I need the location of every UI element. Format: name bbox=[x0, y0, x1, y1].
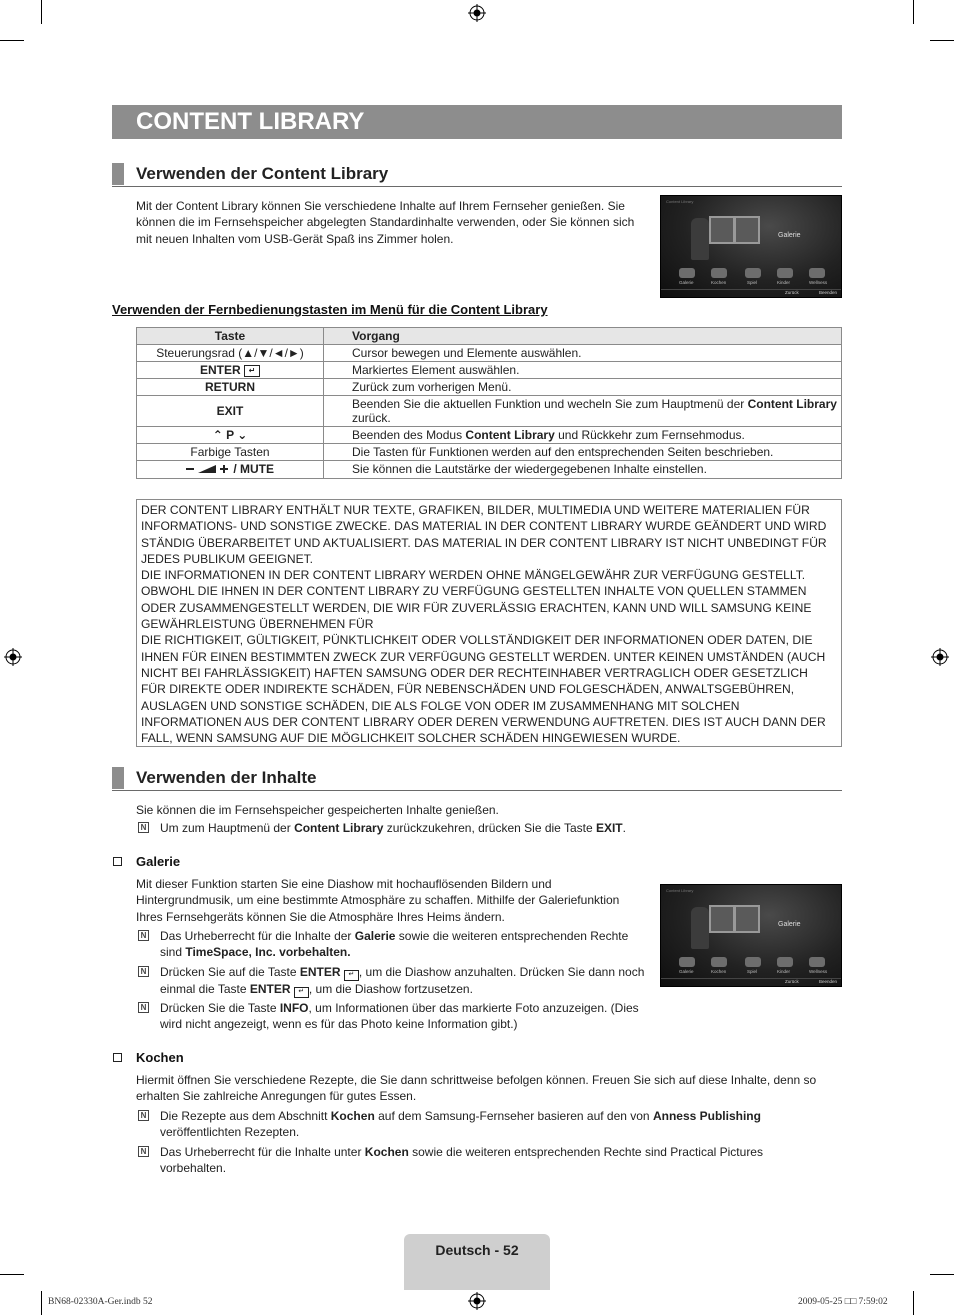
crop-mark bbox=[0, 40, 24, 41]
photo-thumbnail bbox=[734, 905, 760, 933]
note-text: Drücken Sie auf die Taste ENTER ↵ , um die Diashow anzuhalten. Drücken Sie dann noch einmal die Taste ENTER ↵ , um die Diashow fortzusetzen. bbox=[160, 965, 645, 996]
icon-label: Wellness bbox=[809, 969, 828, 974]
enter-icon: ↵ bbox=[294, 987, 309, 998]
table-row bbox=[137, 461, 842, 479]
section-bar bbox=[112, 767, 124, 789]
action-cell: Beenden des Modus Content Library und Rückkehr zum Fernsehmodus. bbox=[324, 427, 842, 444]
photo-thumbnail bbox=[734, 216, 760, 244]
registration-mark-icon bbox=[468, 1292, 486, 1310]
note-icon: N bbox=[138, 966, 149, 977]
crop-mark bbox=[0, 1274, 24, 1275]
icon-label: Spiel bbox=[747, 280, 758, 285]
intro-line: können die im Fernsehspeicher abgelegten Standardinhalte verwenden, oder Sie können sich bbox=[136, 215, 635, 230]
key-cell: Steuerungsrad (▲/▼/◄/►) bbox=[137, 345, 324, 362]
section-heading-content-library bbox=[112, 163, 842, 187]
icon-label: Galerie bbox=[679, 280, 694, 285]
key-label: ENTER bbox=[199, 363, 241, 377]
action-cell: Markiertes Element auswählen. bbox=[324, 362, 842, 379]
section-heading-text: Verwenden der Inhalte bbox=[136, 768, 317, 787]
screen-header: Content Library bbox=[666, 199, 694, 204]
note-text: Das Urheberrecht für die Inhalte der Galerie sowie die weiteren entsprechenden Rechte sind TimeSpace, Inc. vorbehalten. bbox=[160, 929, 629, 960]
note-text: Die Rezepte aus dem Abschnitt Kochen auf dem Samsung-Fernseher basieren auf den von Anness Publishing veröffentlichten Rezepten. bbox=[160, 1109, 761, 1140]
note-icon: N bbox=[138, 1146, 149, 1157]
key-cell: Farbige Tasten bbox=[137, 444, 324, 461]
action-cell: Sie können die Lautstärke der wiedergegebenen Inhalte einstellen. bbox=[324, 461, 842, 479]
key-cell: EXIT bbox=[137, 396, 324, 427]
crop-mark bbox=[913, 1291, 914, 1315]
spiel-icon bbox=[745, 957, 761, 967]
icon-label: Galerie bbox=[679, 969, 694, 974]
checkbox-bullet bbox=[113, 857, 122, 866]
volume-icon bbox=[186, 463, 230, 477]
icon-label: Wellness bbox=[809, 280, 828, 285]
icon-label: Spiel bbox=[747, 969, 758, 974]
screen-header: Content Library bbox=[666, 888, 694, 893]
note-icon: N bbox=[138, 1002, 149, 1013]
crop-mark bbox=[930, 1274, 954, 1275]
registration-mark-icon bbox=[468, 4, 486, 22]
action-cell: Die Tasten für Funktionen werden auf den entsprechenden Seiten beschrieben. bbox=[324, 444, 842, 461]
wellness-icon bbox=[809, 957, 825, 967]
checkbox-bullet bbox=[113, 1053, 122, 1062]
photo-thumbnail bbox=[709, 216, 735, 244]
kinder-icon bbox=[777, 268, 793, 278]
page-number: Deutsch - 52 bbox=[404, 1234, 550, 1290]
key-cell: / MUTE bbox=[137, 461, 324, 479]
kinder-icon bbox=[777, 957, 793, 967]
action-cell: Beenden Sie die aktuellen Funktion und wecheln Sie zum Hauptmenü der Content Library zurück. bbox=[324, 396, 842, 427]
kochen-icon bbox=[711, 957, 727, 967]
screen-footer bbox=[661, 289, 841, 298]
table-row bbox=[137, 379, 842, 396]
section-heading-text: Verwenden der Content Library bbox=[136, 164, 389, 183]
remote-keys-subheading: Verwenden der Fernbedienungstasten im Menü für die Content Library bbox=[112, 302, 548, 317]
kochen-heading: Kochen bbox=[136, 1050, 184, 1065]
screen-galerie-label: Galerie bbox=[778, 921, 801, 928]
note-text: Das Urheberrecht für die Inhalte unter Kochen sowie die weiteren entsprechenden Rechte sind Practical Pictures vorbehalten. bbox=[160, 1145, 763, 1176]
inhalte-intro: Sie können die im Fernsehspeicher gespeicherten Inhalte genießen. bbox=[136, 803, 499, 817]
table-row bbox=[137, 345, 842, 362]
disclaimer-box: DER CONTENT LIBRARY ENTHÄLT NUR TEXTE, GRAFIKEN, BILDER, MULTIMEDIA UND WEITERE MATERIALIEN FÜR INFORMATIONS- UND SONSTIGE ZWECKE. DAS MATERIAL IN DER CONTENT LIBRARY WURDE GEÄNDERT UND WIRD STÄNDIG ÜBERARBEITET UND AKTUALISIERT. DAS MATERIAL IN DER CONTENT LIBRARY IST NICHT UNBEDINGT FÜR JEDES PUBLIKUM GEEIGNET. DIE INFORMATIONEN IN DER CONTENT LIBRARY WERDEN OHNE MÄNGELGEWÄHR ZUR VERFÜGUNG GESTELLT. OBWOHL DIE IHNEN IN DER CONTENT LIBRARY ZU VERFÜGUNG GESTELLTEN INHALTE VON QUELLEN STAMMEN ODER ZUSAMMENGESTELLT WERDEN, DIE WIR FÜR ZUVERLÄSSIG ERACHTEN, KANN UND WILL SAMSUNG KEINE GEWÄHRLEISTUNG ÜBERNEHMEN FÜR DIE RICHTIGKEIT, GÜLTIGKEIT, PÜNKTLICHKEIT ODER VOLLSTÄNDIGKEIT DER INFORMATIONEN ODER DATEN, DIE IHNEN FÜR EINEN BESTIMMTEN ZWECK ZUR VERFÜGUNG GESTELLT WERDEN. UNTER KEINEN UMSTÄNDEN (AUCH NICHT BEI FAHRLÄSSIGKEIT) HAFTEN SAMSUNG ODER DER RECHTEINHABER VERTRAGLICH ODER GESETZLICH FÜR DIREKTE ODER INDIREKTE SCHÄDEN, FÜR NEBENSCHÄDEN UND FOLGESCHÄDEN, ANWALTSGEBÜHREN, AUSLAGEN UND SONSTIGE SCHÄDEN, DIE ALS FOLGE VON ODER IM ZUSAMMENHANG MIT SOLCHEN INFORMATIONEN AUS DER CONTENT LIBRARY ODER DEREN VERWENDUNG AUFTRETEN. DIES IST AUCH DANN DER FALL, WENN SAMSUNG AUF DIE MÖGLICHKEIT SOLCHER SCHÄDEN HINGEWIESEN WURDE. bbox=[136, 499, 842, 747]
table-row bbox=[137, 427, 842, 444]
chair-image bbox=[691, 907, 709, 949]
icon-label: Kochen bbox=[711, 969, 727, 974]
page-title: CONTENT LIBRARY bbox=[112, 105, 842, 139]
enter-icon: ↵ bbox=[344, 970, 359, 981]
icon-label: Kinder bbox=[777, 969, 791, 974]
section-heading-inhalte bbox=[112, 767, 842, 791]
icon-label: Kinder bbox=[777, 280, 791, 285]
intro-paragraph bbox=[136, 198, 656, 247]
kochen-icon bbox=[711, 268, 727, 278]
galerie-icon bbox=[679, 268, 695, 278]
action-cell: Cursor bewegen und Elemente auswählen. bbox=[324, 345, 842, 362]
file-info: BN68-02330A-Ger.indb 52 bbox=[48, 1297, 153, 1307]
note-icon: N bbox=[138, 930, 149, 941]
screen-footer bbox=[661, 978, 841, 987]
registration-mark-icon bbox=[4, 648, 22, 666]
spiel-icon bbox=[745, 268, 761, 278]
kochen-paragraph: Hiermit öffnen Sie verschiedene Rezepte, die Sie dann schrittweise befolgen können. Freuen Sie sich auf diese Inhalte, denn so erhalten Sie zahlreiche Anregungen für gutes Essen. bbox=[136, 1073, 817, 1104]
channel-down-icon: ⌄ bbox=[237, 428, 248, 442]
galerie-heading: Galerie bbox=[136, 854, 181, 869]
screen-exit-label: Beenden bbox=[819, 979, 838, 984]
table-row bbox=[137, 444, 842, 461]
intro-line: Mit der Content Library können Sie verschiedene Inhalte auf Ihrem Fernseher genießen. Sie bbox=[136, 199, 625, 213]
screen-back-label: Zurück bbox=[785, 290, 799, 295]
chair-image bbox=[691, 218, 709, 260]
key-cell: RETURN bbox=[137, 379, 324, 396]
table-header-cell: Taste bbox=[137, 328, 324, 345]
screen-galerie-label: Galerie bbox=[778, 232, 801, 239]
intro-line: mit neuen Inhalten vom USB-Gerät Spaß ins Zimmer holen. bbox=[136, 231, 454, 246]
crop-mark bbox=[41, 0, 42, 24]
note-text: Um zum Hauptmenü der Content Library zurückzukehren, drücken Sie die Taste EXIT. bbox=[160, 821, 626, 835]
photo-thumbnail bbox=[709, 905, 735, 933]
section-bar bbox=[112, 163, 124, 185]
note-icon: N bbox=[138, 1110, 149, 1121]
screen-exit-label: Beenden bbox=[819, 290, 838, 295]
crop-mark bbox=[913, 0, 914, 24]
print-timestamp: 2009-05-25 □□ 7:59:02 bbox=[798, 1297, 888, 1307]
enter-icon: ↵ bbox=[244, 365, 260, 377]
table-header-row bbox=[137, 328, 842, 345]
table-header-cell: Vorgang bbox=[324, 328, 842, 345]
table-row bbox=[137, 396, 842, 427]
content-library-screenshot bbox=[660, 195, 842, 298]
icon-label: Kochen bbox=[711, 280, 727, 285]
note-icon: N bbox=[138, 822, 149, 833]
crop-mark bbox=[930, 40, 954, 41]
screen-back-label: Zurück bbox=[785, 979, 799, 984]
galerie-screenshot bbox=[660, 884, 842, 987]
note-text: Drücken Sie die Taste INFO, um Informationen über das markierte Foto anzuzeigen. (Dies wird nicht angezeigt, wenn es für das Photo keine Information gibt.) bbox=[160, 1001, 639, 1032]
table-row bbox=[137, 362, 842, 379]
registration-mark-icon bbox=[931, 648, 949, 666]
key-cell bbox=[137, 362, 324, 379]
key-cell: ⌃ P ⌄ bbox=[137, 427, 324, 444]
galerie-paragraph: Mit dieser Funktion starten Sie eine Diashow mit hochauflösenden Bildern und Hintergrundmusik, um eine bestimmte Atmosphäre zu schaffen. Mithilfe der Galeriefunktion Ihres Fernsehgeräts können Sie die Atmosphäre Ihres Heims ändern. bbox=[136, 877, 620, 924]
channel-up-icon: ⌃ bbox=[212, 428, 223, 442]
galerie-icon bbox=[679, 957, 695, 967]
wellness-icon bbox=[809, 268, 825, 278]
crop-mark bbox=[41, 1291, 42, 1315]
remote-keys-table bbox=[136, 327, 842, 479]
action-cell: Zurück zum vorherigen Menü. bbox=[324, 379, 842, 396]
